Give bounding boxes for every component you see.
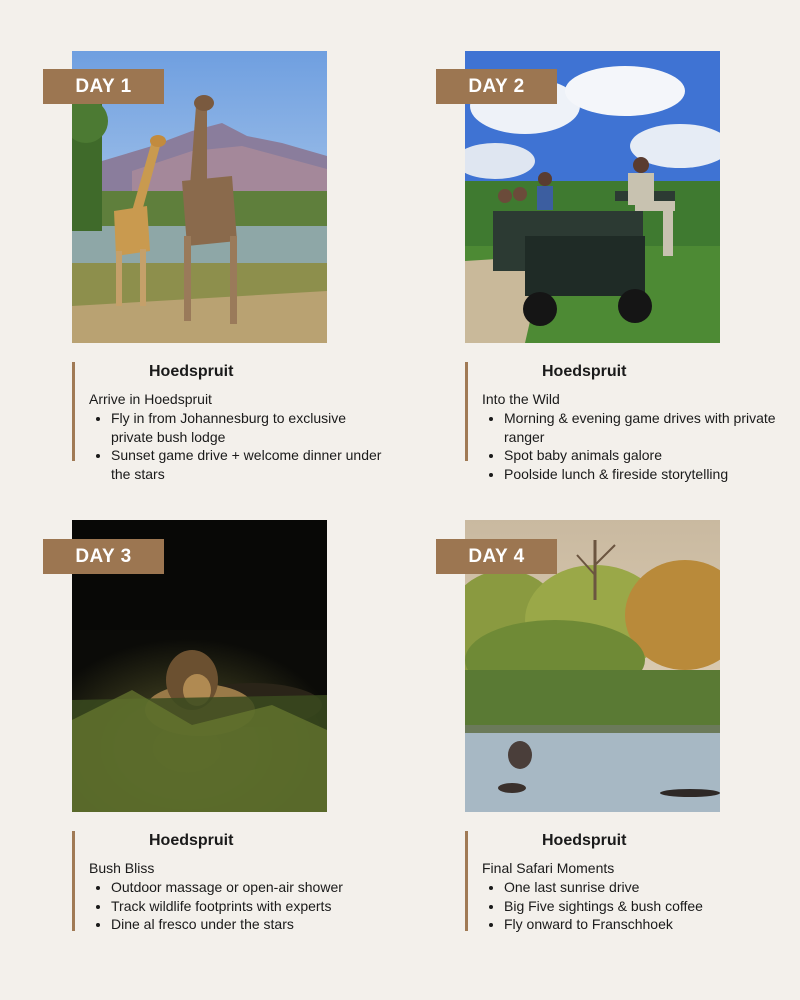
list-item: • One last sunrise drive [504, 878, 782, 897]
day-4-badge: DAY 4 [436, 539, 557, 574]
day-4-list [482, 878, 782, 934]
day-1-list [89, 409, 389, 483]
list-item: • Morning & evening game drives with private ranger [504, 409, 782, 446]
list-item: • Big Five sightings & bush coffee [504, 897, 782, 916]
day-4-location: Hoedspruit [542, 832, 627, 849]
list-item: • Track wildlife footprints with experts [111, 897, 389, 916]
day-3-badge: DAY 3 [43, 539, 164, 574]
day-2-badge: DAY 2 [436, 69, 557, 104]
day-1-details [72, 362, 389, 482]
list-item: • Fly onward to Franschhoek [504, 915, 782, 934]
day-4-subtitle: Final Safari Moments [482, 860, 615, 876]
day-1-badge: DAY 1 [43, 69, 164, 104]
day-2-subtitle: Into the Wild [482, 391, 560, 407]
day-3-list [89, 878, 389, 934]
list-item: • Outdoor massage or open-air shower [111, 878, 389, 897]
list-item: • Fly in from Johannesburg to exclusive private bush lodge [111, 409, 389, 446]
day-2-list [482, 409, 782, 483]
day-3-details [72, 831, 389, 931]
list-item: • Dine al fresco under the stars [111, 915, 389, 934]
day-3-subtitle: Bush Bliss [89, 860, 155, 876]
list-item: • Spot baby animals galore [504, 446, 782, 465]
day-2-location: Hoedspruit [542, 363, 627, 380]
day-1-subtitle: Arrive in Hoedspruit [89, 391, 212, 407]
list-item: • Sunset game drive + welcome dinner under the stars [111, 446, 389, 483]
day-2-details [465, 362, 782, 482]
day-4-details [465, 831, 782, 931]
day-3-location: Hoedspruit [149, 832, 234, 849]
list-item: • Poolside lunch & fireside storytelling [504, 465, 782, 484]
day-1-location: Hoedspruit [149, 363, 234, 380]
